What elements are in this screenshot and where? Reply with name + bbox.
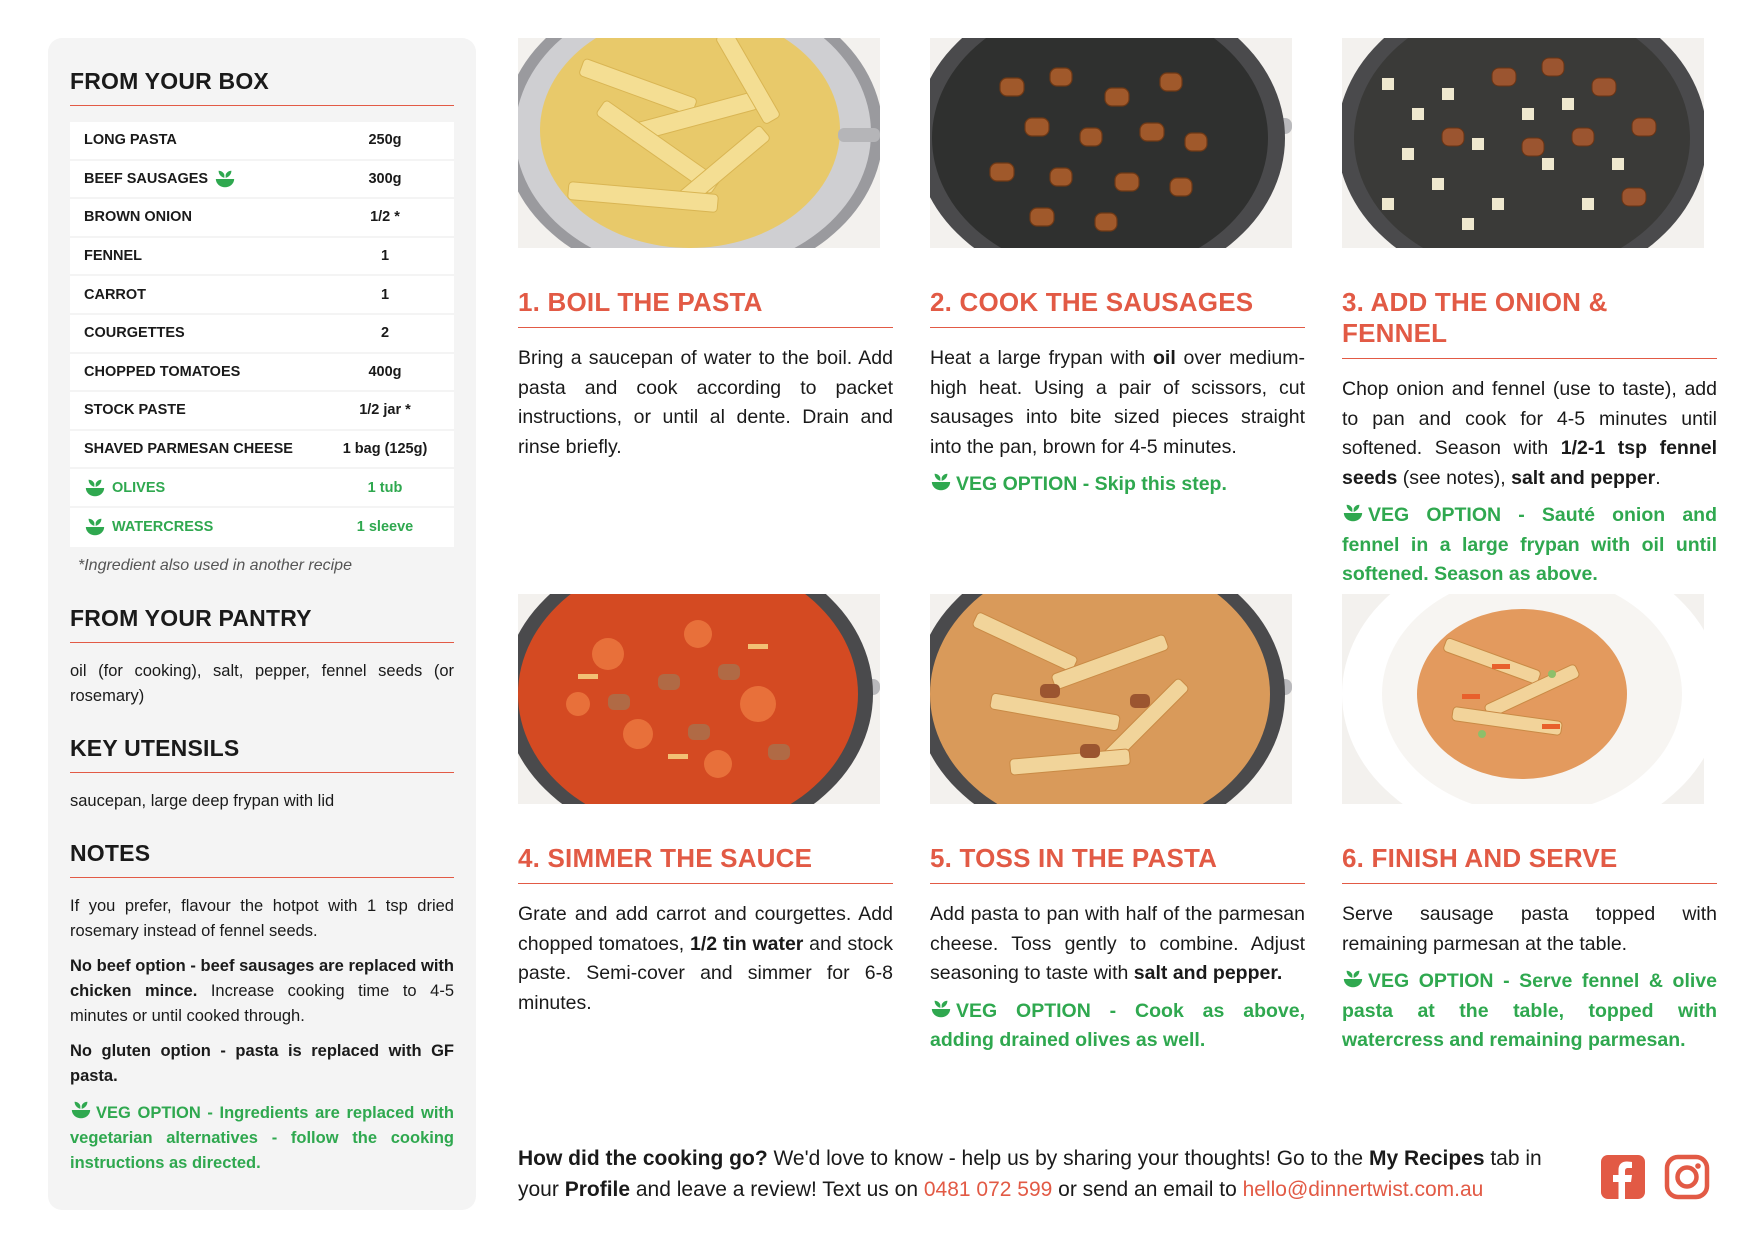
ingredient-row [70, 315, 454, 354]
ingredient-quantity: 400g [368, 363, 402, 380]
ingredient-row [70, 276, 454, 315]
notes-heading: NOTES [70, 840, 454, 878]
veg-bowl-icon [930, 998, 952, 1020]
note-no-gluten-bold: No gluten option - pasta is replaced with GF pasta. [70, 1041, 454, 1085]
ingredient-quantity: 250g [368, 132, 402, 149]
step-3-body-a: Chop onion and fennel (use to taste), add to pan and cook for 4-5 minutes until softened. Season with [1342, 378, 1717, 459]
note-no-beef-bold: No beef option - beef sausages are replaced with chicken mince. [70, 956, 454, 1000]
toss-pasta-photo [930, 594, 1292, 804]
note-veg-text: VEG OPTION - Ingredients are replaced with vegetarian alternatives - follow the cooking instructions as directed. [70, 1103, 454, 1172]
step-6-veg-text: VEG OPTION - Serve fennel & olive pasta at the table, topped with watercress and remaining parmesan. [1342, 970, 1717, 1051]
step-5-title: 5. TOSS IN THE PASTA [930, 843, 1305, 884]
step-5-body [930, 900, 1305, 989]
step-6 [1342, 594, 1717, 1056]
step-5-body-b: salt and pepper. [1133, 962, 1283, 984]
footer-my-recipes: My Recipes [1368, 1147, 1485, 1170]
ingredient-label: WATERCRESS [112, 519, 214, 536]
step-6-title: 6. FINISH AND SERVE [1342, 843, 1717, 884]
step-2-body-c: over medium-high heat. Using a pair of scissors, cut sausages into bite sized pieces straight into the pan, brown for 4-5 minutes. [930, 347, 1305, 458]
step-4-body-c: and stock paste. Semi-cover and simmer for 6-8 minutes. [518, 932, 893, 1014]
ingredient-label: BEEF SAUSAGES [84, 170, 209, 187]
footer-text-3: and leave a review! Text us on [630, 1178, 924, 1201]
ingredient-name [84, 364, 330, 380]
ingredient-name [84, 516, 330, 538]
ingredient-label: CARROT [84, 286, 147, 303]
step-3-body-d: salt and pepper [1511, 466, 1656, 489]
step-2-body-a: Heat a large frypan with [930, 347, 1153, 369]
step-2-veg-text: VEG OPTION - Skip this step. [956, 473, 1227, 495]
ingredient-row [70, 508, 454, 547]
from-your-pantry-heading: FROM YOUR PANTRY [70, 605, 454, 643]
ingredient-name [84, 168, 330, 190]
step-5 [930, 594, 1305, 1056]
footer-text-2: tab in your [518, 1147, 1542, 1201]
ingredient-quantity: 1 bag (125g) [342, 441, 428, 458]
veg-bowl-icon [930, 471, 952, 493]
utensils-text: saucepan, large deep frypan with lid [70, 791, 335, 810]
step-2 [930, 38, 1305, 500]
note-no-beef-rest: Increase cooking time to 4-5 minutes or until cooked through. [70, 981, 454, 1025]
step-3-body-b: 1/2-1 tsp fennel seeds [1342, 437, 1717, 489]
veg-bowl-icon [1342, 502, 1364, 524]
ingredient-label: STOCK PASTE [84, 402, 186, 419]
ingredient-name [84, 132, 330, 148]
ingredient-quantity: 1 [380, 286, 390, 303]
pantry-text: oil (for cooking), salt, pepper, fennel seeds (or rosemary) [70, 661, 454, 705]
ingredient-row [70, 392, 454, 431]
ingredient-label: BROWN ONION [84, 209, 192, 226]
step-2-veg [930, 470, 1305, 500]
step-3-title: 3. ADD THE ONION & FENNEL [1342, 287, 1717, 359]
footer-question: How did the cooking go? [518, 1147, 768, 1170]
step-3-body-c: (see notes), [1397, 466, 1512, 489]
footer-phone-link[interactable]: 0481 072 599 [923, 1178, 1053, 1201]
step-4-body-a: Grate and add carrot and courgettes. Add chopped tomatoes, [518, 903, 893, 955]
ingredient-quantity: 1/2 jar * [359, 402, 411, 419]
ingredient-row [70, 199, 454, 238]
step-1-body: Bring a saucepan of water to the boil. Add pasta and cook according to packet instructions, or until al dente. Drain and rinse briefly. [518, 347, 893, 458]
step-3-veg-text: VEG OPTION - Sauté onion and fennel in a large frypan with oil until softened. Season as above. [1342, 504, 1717, 585]
step-3-veg [1342, 501, 1717, 590]
ingredient-table [70, 122, 454, 547]
step-1-title: 1. BOIL THE PASTA [518, 287, 893, 328]
ingredient-row [70, 469, 454, 508]
step-2-body [930, 344, 1305, 462]
step-2-body-b: oil [1152, 347, 1176, 369]
served-pasta-photo [1342, 594, 1704, 804]
sausages-photo [930, 38, 1292, 248]
footnote: *Ingredient also used in another recipe [78, 556, 352, 574]
veg-bowl-icon [1342, 968, 1364, 990]
veg-bowl-icon [84, 516, 106, 538]
key-utensils-heading: KEY UTENSILS [70, 735, 454, 773]
ingredient-name [84, 287, 330, 303]
note-no-gluten [70, 1039, 454, 1089]
ingredient-row [70, 354, 454, 393]
ingredient-row [70, 238, 454, 277]
step-5-body-a: Add pasta to pan with half of the parmesan cheese. Toss gently to combine. Adjust seasoning to taste with [930, 903, 1305, 984]
step-1 [518, 38, 893, 462]
step-3-body-e: . [1655, 466, 1661, 489]
ingredient-name [84, 209, 330, 225]
step-3 [1342, 38, 1717, 590]
ingredient-quantity: 1 sleeve [356, 519, 414, 536]
facebook-icon[interactable] [1600, 1154, 1646, 1200]
ingredient-quantity: 1 tub [367, 479, 403, 496]
footer-profile: Profile [564, 1178, 631, 1201]
step-4-title: 4. SIMMER THE SAUCE [518, 843, 893, 884]
instagram-icon[interactable] [1664, 1154, 1710, 1200]
step-5-veg [930, 997, 1305, 1056]
veg-bowl-icon [84, 477, 106, 499]
note-no-beef [70, 954, 454, 1029]
step-4 [518, 594, 893, 1018]
ingredient-name [84, 441, 330, 457]
from-your-box-heading: FROM YOUR BOX [70, 68, 454, 106]
footer-text-4: or send an email to [1052, 1178, 1243, 1201]
ingredient-row [70, 431, 454, 470]
ingredient-label: COURGETTES [84, 325, 185, 342]
ingredient-label: LONG PASTA [84, 132, 177, 149]
feedback-footer [518, 1143, 1578, 1205]
ingredient-label: FENNEL [84, 248, 142, 265]
ingredient-name [84, 477, 330, 499]
note-veg [70, 1099, 454, 1176]
veg-bowl-icon [70, 1099, 92, 1121]
ingredient-label: SHAVED PARMESAN CHEESE [84, 441, 293, 458]
ingredient-quantity: 1 [380, 248, 390, 265]
step-5-veg-text: VEG OPTION - Cook as above, adding drained olives as well. [930, 999, 1305, 1051]
ingredient-row [70, 122, 454, 161]
step-6-veg [1342, 967, 1717, 1056]
ingredient-name [84, 248, 330, 264]
step-6-body: Serve sausage pasta topped with remaining parmesan at the table. [1342, 903, 1717, 955]
footer-text-1: We'd love to know - help us by sharing your thoughts! Go to the [767, 1147, 1369, 1170]
onion-fennel-photo [1342, 38, 1704, 248]
ingredient-quantity: 300g [368, 170, 402, 187]
ingredient-name [84, 402, 330, 418]
ingredient-name [84, 325, 330, 341]
simmer-sauce-photo [518, 594, 880, 804]
footer-email-link[interactable]: hello@dinnertwist.com.au [1242, 1178, 1484, 1201]
ingredients-panel [48, 38, 476, 1210]
ingredient-row [70, 161, 454, 200]
step-4-body-b: 1/2 tin water [689, 932, 804, 955]
ingredient-label: OLIVES [112, 479, 166, 496]
step-2-title: 2. COOK THE SAUSAGES [930, 287, 1305, 328]
ingredient-quantity: 2 [380, 325, 390, 342]
boiled-pasta-photo [518, 38, 880, 248]
ingredient-quantity: 1/2 * [370, 209, 400, 226]
step-4-body [518, 900, 893, 1018]
note-rosemary: If you prefer, flavour the hotpot with 1 tsp dried rosemary instead of fennel seeds. [70, 896, 454, 940]
veg-bowl-icon [214, 168, 236, 190]
ingredient-label: CHOPPED TOMATOES [84, 363, 241, 380]
step-3-body [1342, 375, 1717, 493]
